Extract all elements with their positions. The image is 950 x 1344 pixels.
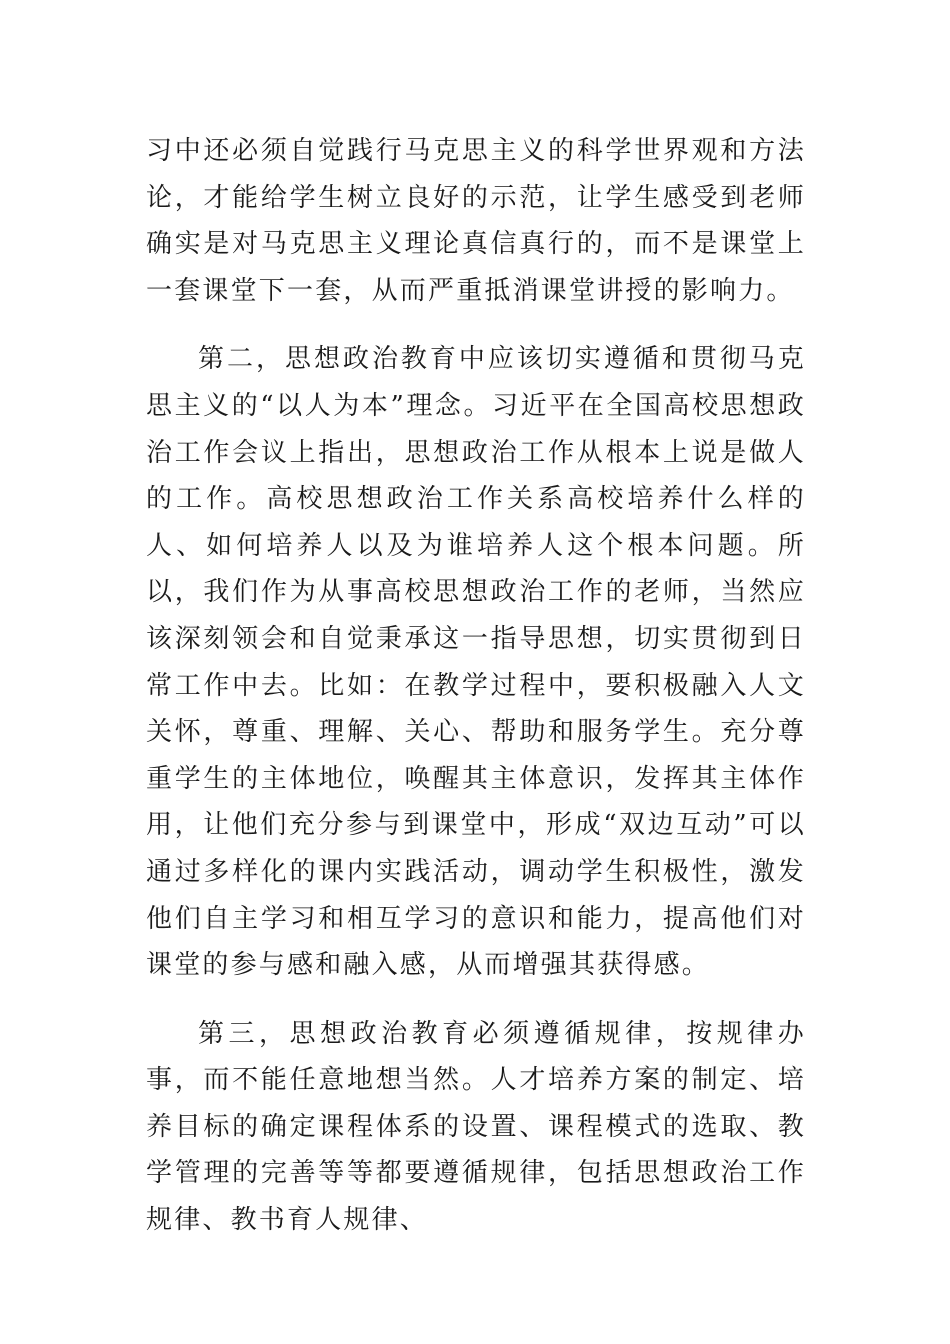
- paragraph-third-point: 第三，思想政治教育必须遵循规律，按规律办事，而不能任意地想当然。人才培养方案的制定、培养目标的确定课程体系的设置、课程模式的选取、教学管理的完善等等都要遵循规律，包括思想政治工作规律、教书育人规律、: [146, 1018, 806, 1236]
- document-body: [146, 128, 806, 1244]
- paragraph-continuation: 习中还必须自觉践行马克思主义的科学世界观和方法论，才能给学生树立良好的示范，让学生感受到老师确实是对马克思主义理论真信真行的，而不是课堂上一套课堂下一套，从而严重抵消课堂讲授的影响力。: [146, 136, 806, 306]
- paragraph-second-point: 第二，思想政治教育中应该切实遵循和贯彻马克思主义的“以人为本”理念。习近平在全国高校思想政治工作会议上指出，思想政治工作从根本上说是做人的工作。高校思想政治工作关系高校培养什么样的人、如何培养人以及为谁培养人这个根本问题。所以，我们作为从事高校思想政治工作的老师，当然应该深刻领会和自觉秉承这一指导思想，切实贯彻到日常工作中去。比如：在教学过程中，要积极融入人文关怀，尊重、理解、关心、帮助和服务学生。充分尊重学生的主体地位，唤醒其主体意识，发挥其主体作用，让他们充分参与到课堂中，形成“双边互动”可以通过多样化的课内实践活动，调动学生积极性，激发他们自主学习和相互学习的意识和能力，提高他们对课堂的参与感和融入感，从而增强其获得感。: [146, 344, 806, 981]
